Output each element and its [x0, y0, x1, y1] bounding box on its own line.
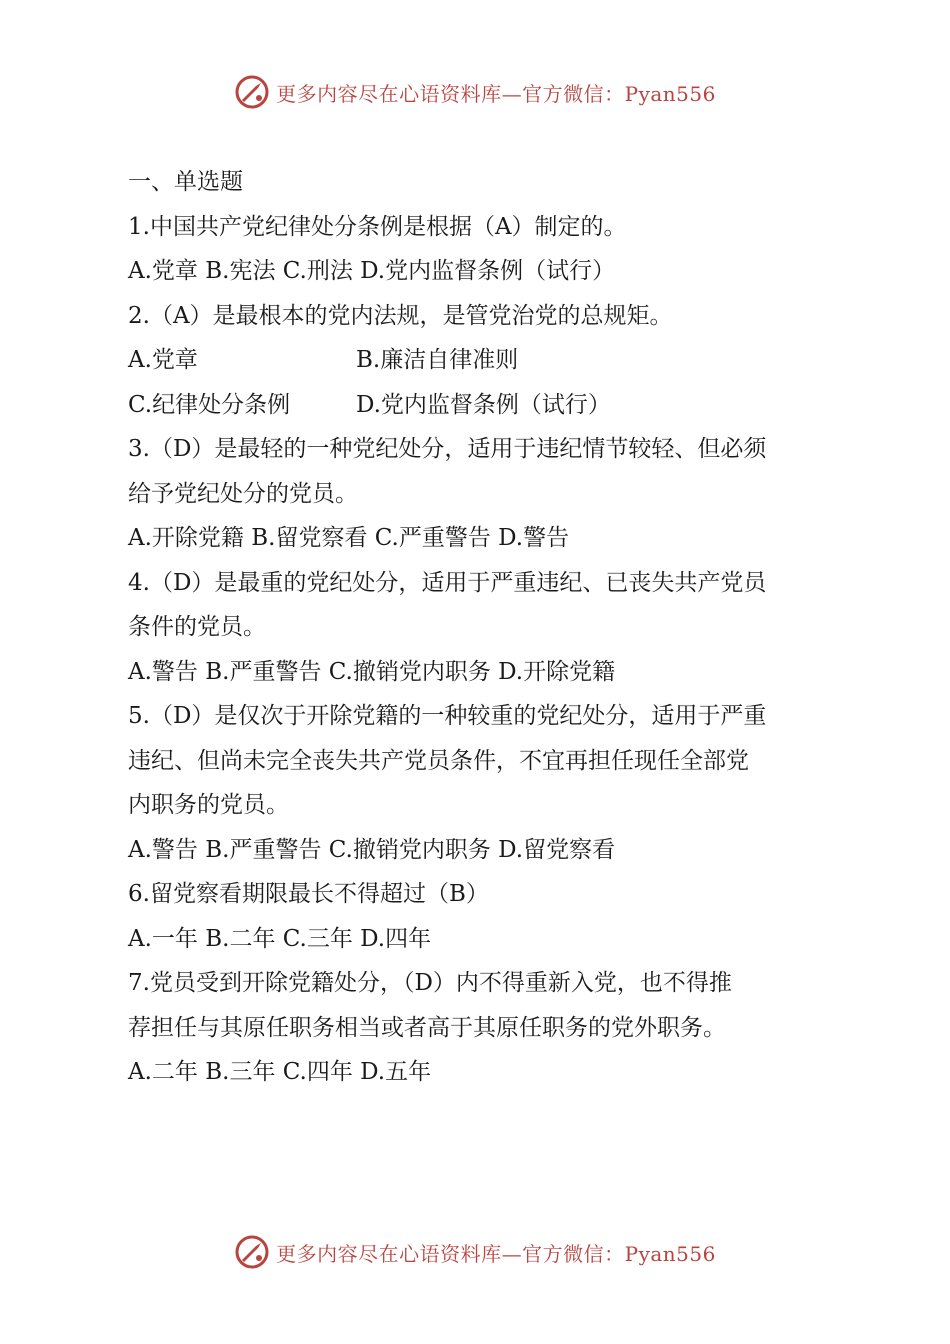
section-title: 一、单选题 — [128, 169, 243, 195]
question-2-options-row-2 — [128, 383, 848, 428]
header-banner-label: 更多内容尽在心语资料库—官方微信： — [276, 81, 625, 106]
footer-banner-wechat: Pyan556 — [624, 1241, 716, 1266]
question-5-stem-line-1: 5.（D）是仅次于开除党籍的一种较重的党纪处分，适用于严重 — [128, 703, 767, 729]
question-5-options: A.警告 B.严重警告 C.撤销党内职务 D.留党察看 — [128, 836, 616, 863]
question-4-stem-line-1: 4.（D）是最重的党纪处分，适用于严重违纪、已丧失共产党员 — [128, 569, 767, 596]
question-5-stem-line-3: 内职务的党员。 — [128, 792, 289, 818]
question-2-option-d: D.党内监督条例（试行） — [356, 391, 611, 418]
footer-banner-text — [276, 1238, 716, 1267]
question-1-stem: 1.中国共产党纪律处分条例是根据（A）制定的。 — [128, 213, 627, 240]
question-3-stem-line-2: 给予党纪处分的党员。 — [128, 480, 358, 507]
question-6-options: A.一年 B.二年 C.三年 D.四年 — [128, 925, 432, 952]
question-2-stem: 2.（A）是最根本的党内法规，是管党治党的总规矩。 — [128, 302, 673, 329]
header-banner-wechat: Pyan556 — [624, 81, 716, 106]
footer-banner — [0, 1232, 950, 1272]
question-2-option-c: C.纪律处分条例 — [128, 391, 291, 418]
question-1-options: A.党章 B.宪法 C.刑法 D.党内监督条例（试行） — [128, 258, 616, 284]
question-2-option-b: B.廉洁自律准则 — [356, 347, 519, 373]
question-3-stem-line-1: 3.（D）是最轻的一种党纪处分，适用于违纪情节较轻、但必须 — [128, 436, 767, 462]
document-body — [128, 160, 848, 1095]
question-7-stem-line-2: 荐担任与其原任职务相当或者高于其原任职务的党外职务。 — [128, 1014, 726, 1041]
question-7-options: A.二年 B.三年 C.四年 D.五年 — [128, 1059, 432, 1085]
question-5-stem-line-2: 违纪、但尚未完全丧失共产党员条件，不宜再担任现任全部党 — [128, 747, 749, 774]
brand-logo-icon — [234, 1234, 270, 1270]
question-7-stem-line-1: 7.党员受到开除党籍处分，（D）内不得重新入党，也不得推 — [128, 970, 732, 996]
header-banner — [0, 72, 950, 112]
question-3-options: A.开除党籍 B.留党察看 C.严重警告 D.警告 — [128, 525, 570, 551]
footer-banner-label: 更多内容尽在心语资料库—官方微信： — [276, 1241, 625, 1266]
question-4-options: A.警告 B.严重警告 C.撤销党内职务 D.开除党籍 — [128, 658, 616, 685]
question-4-stem-line-2: 条件的党员。 — [128, 614, 266, 640]
question-2-option-a: A.党章 — [128, 347, 198, 373]
question-6-stem: 6.留党察看期限最长不得超过（B） — [128, 881, 489, 907]
header-banner-text — [276, 78, 716, 107]
brand-logo-icon — [234, 74, 270, 110]
question-2-options-row-1 — [128, 338, 848, 383]
